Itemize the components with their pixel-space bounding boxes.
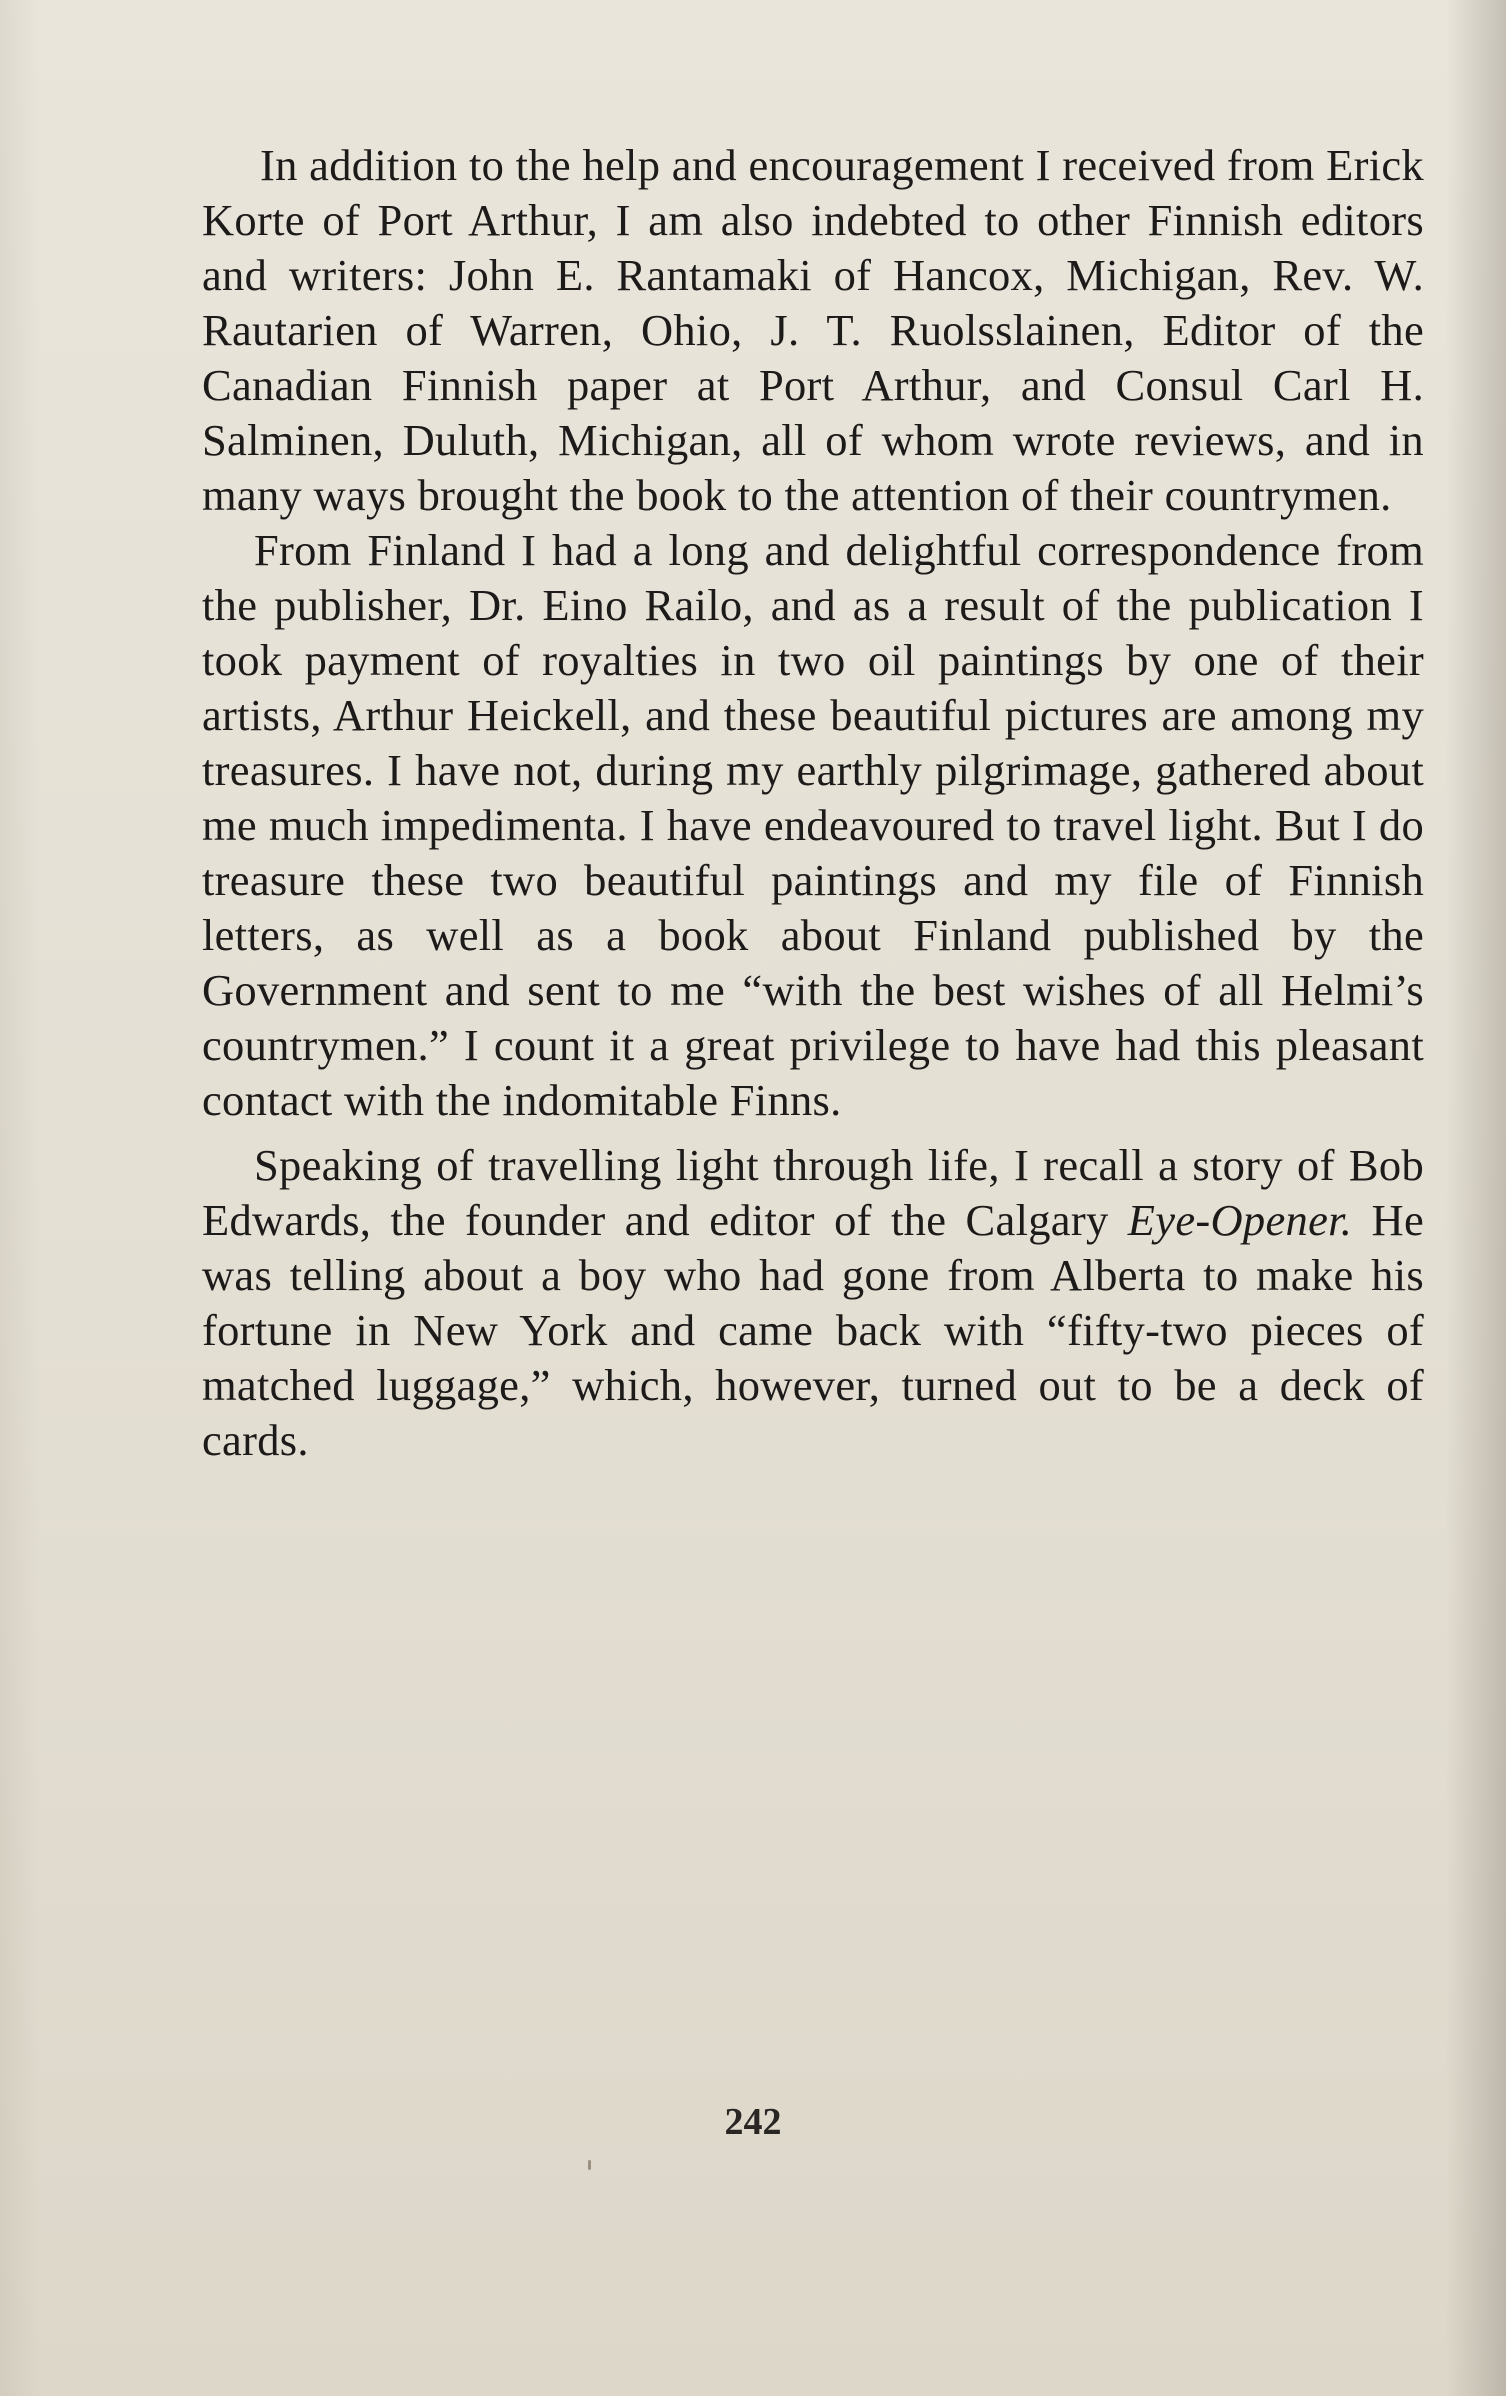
body-text [202, 138, 1424, 1468]
paper-speck [588, 2160, 591, 2170]
paragraph-segment: He was telling about a boy who had gone from Alberta to make his fortune in New York and came back with “fifty-two pieces of matched luggage,” which, however, turned out to be a deck of cards. [202, 1195, 1424, 1465]
paragraph-korte-acknowledgement: In addition to the help and encouragement I received from Erick Korte of Port Arthur, I am also indebted to other Finnish editors and writers: John E. Rantamaki of Hancox, Michigan, Rev. W. Rautarien of Warren, Ohio, J. T. Ruolsslainen, Editor of the Canadian Finnish paper at Port Arthur, and Consul Carl H. Salminen, Duluth, Michigan, all of whom wrote reviews, and in many ways brought the book to the attention of their countrymen. [202, 140, 1424, 520]
paragraph-travelling-light [202, 1138, 1424, 1468]
paragraph-segment: Speaking of travelling light through life, I recall a story of Bob Edwards, the founder and editor of the Calgary [202, 1140, 1424, 1245]
page-number: 242 [724, 2101, 782, 2143]
paragraph-finland-correspondence: From Finland I had a long and delightful correspondence from the publisher, Dr. Eino Railo, and as a result of the publication I took payment of royalties in two oil paintings by one of their artists, Arthur Heickell, and these beautiful pictures are among my treasures. I have not, during my earthly pilgrimage, gathered about me much impedimenta. I have endeavoured to travel light. But I do treasure these two beautiful paintings and my file of Finnish letters, as well as a book about Finland published by the Government and sent to me “with the best wishes of all Helmi’s countrymen.” I count it a great privilege to have had this pleasant contact with the indomitable Finns. [202, 525, 1424, 1125]
newspaper-title: Eye-Opener. [1127, 1195, 1353, 1245]
